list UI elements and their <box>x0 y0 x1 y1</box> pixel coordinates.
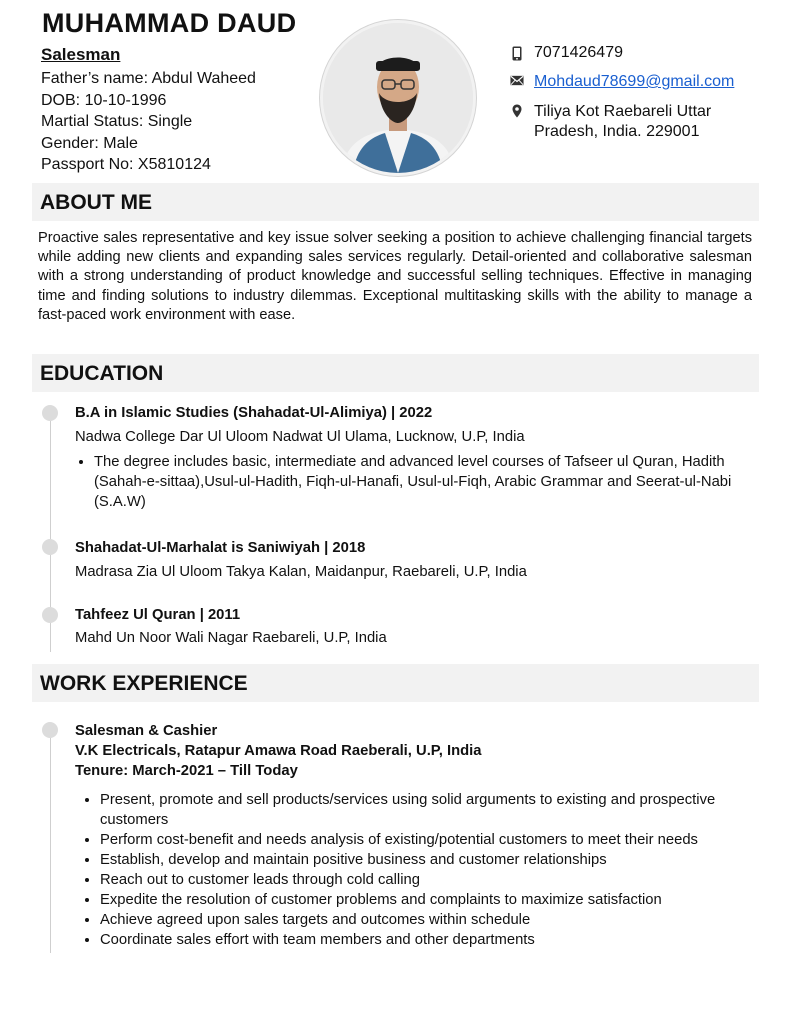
timeline-dot <box>42 607 58 623</box>
marital-status: Martial Status: Single <box>41 113 193 130</box>
gender: Gender: Male <box>41 134 138 152</box>
phone-number[interactable]: 7071426479 <box>534 44 623 61</box>
about-text: Proactive sales representative and key issue solver seeking a position to achieve challenging financial targets while adding new clients and expanding sales services regularly. Detail-oriented and collaborative salesman with a strong understanding of product knowledge and successful selling techniques. Effective in managing time and finding solutions to industry dilemmas. Exceptional multitasking skills with the ability to manage a fast-paced work environment with ease. <box>38 230 752 323</box>
education-title: Tahfeez Ul Quran | 2011 <box>75 607 241 623</box>
contact-phone-row <box>510 44 744 62</box>
fathers-name: Father’s name: Abdul Waheed <box>41 70 256 87</box>
company-name: V.K Electricals, Ratapur Amawa Road Raeberali, U.P, India <box>75 743 482 759</box>
address: Tiliya Kot Raebareli Uttar Pradesh, India. 229001 <box>534 103 712 140</box>
list-item: • The degree includes basic, intermediate and advanced level courses of Tafseer ul Quran, Hadith (Sahah-e-sittaa),Usul-ul-Hadith, Fiqh-ul-Hanafi, Usul-ul-Fiqh, Arabic Grammar and Seerat-ul-Nabi (S.A.W) <box>94 452 774 512</box>
list-item: • Present, promote and sell products/services using solid arguments to existing and prospective customers <box>100 790 760 830</box>
contact-address-row <box>510 102 744 142</box>
education-title: B.A in Islamic Studies (Shahadat-Ul-Alimiya) | 2022 <box>75 405 433 421</box>
about-section-header <box>32 183 759 221</box>
experience-timeline <box>50 728 51 953</box>
candidate-name: MUHAMMAD DAUD <box>42 8 297 38</box>
timeline-dot <box>42 405 58 421</box>
education-heading: EDUCATION <box>40 362 164 385</box>
list-item: • Reach out to customer leads through cold calling <box>100 870 760 890</box>
job-tenure: Tenure: March-2021 – Till Today <box>75 763 298 779</box>
education-institution: Mahd Un Noor Wali Nagar Raebareli, U.P, India <box>75 630 387 646</box>
timeline-dot <box>42 722 58 738</box>
education-title: Shahadat-Ul-Marhalat is Saniwiyah | 2018 <box>75 540 366 556</box>
list-item: • Expedite the resolution of customer problems and complaints to maximize satisfaction <box>100 890 760 910</box>
list-item: • Establish, develop and maintain positive business and customer relationships <box>100 850 760 870</box>
experience-section-header <box>32 664 759 702</box>
experience-bullets <box>80 790 760 950</box>
job-position: Salesman & Cashier <box>75 723 218 739</box>
contact-info <box>510 44 744 153</box>
about-heading: ABOUT ME <box>40 191 152 214</box>
email-link[interactable]: Mohdaud78699@gmail.com <box>534 73 735 90</box>
contact-email-row <box>510 73 744 91</box>
education-institution: Madrasa Zia Ul Uloom Takya Kalan, Maidanpur, Raebareli, U.P, India <box>75 564 527 580</box>
list-item: • Coordinate sales effort with team members and other departments <box>100 930 760 950</box>
mobile-phone-icon <box>510 44 524 61</box>
list-item: • Perform cost-benefit and needs analysis of existing/potential customers to meet their needs <box>100 830 760 850</box>
date-of-birth: DOB: 10-10-1996 <box>41 91 167 109</box>
location-pin-icon <box>510 102 524 118</box>
experience-heading: WORK EXPERIENCE <box>40 672 248 695</box>
personal-details <box>41 68 256 176</box>
profile-photo <box>320 20 476 176</box>
list-item: • Achieve agreed upon sales targets and outcomes within schedule <box>100 910 760 930</box>
job-role: Salesman <box>41 45 121 64</box>
timeline-dot <box>42 539 58 555</box>
envelope-icon <box>510 73 524 86</box>
passport-number: Passport No: X5810124 <box>41 156 211 173</box>
education-section-header <box>32 354 759 392</box>
person-portrait-icon <box>323 23 473 173</box>
education-bullets <box>76 452 774 512</box>
education-institution: Nadwa College Dar Ul Uloom Nadwat Ul Ulama, Lucknow, U.P, India <box>75 429 525 445</box>
